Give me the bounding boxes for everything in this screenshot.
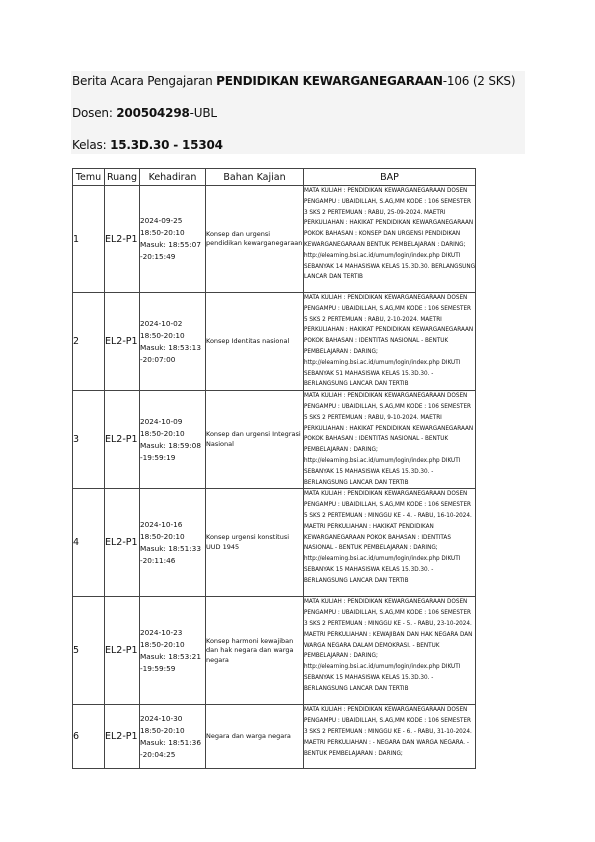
check-in-time: Masuk: 18:55:07	[140, 240, 201, 249]
check-in-time: Masuk: 18:53:21	[140, 651, 201, 661]
lecturer-label: Dosen:	[72, 106, 117, 120]
bap-text	[304, 293, 476, 391]
bap-content: MATA KULIAH : PENDIDIKAN KEWARGANEGARAAN DOSEN PENGAMPU : UBAIDILLAH, S.AG,MM KODE : 106 SEMESTER 3 SKS 2 PERTEMUAN : MINGGU KE - 6. - RABU, 31-10-2024. MAETRI PERKULIAHAN : - NEGARA DAN WARGA NEGARA. - BENTUK PEMBELAJARAN : DARING;	[304, 707, 472, 757]
topic: Negara dan warga negara	[206, 705, 304, 769]
check-out-time: -19:59:19	[140, 452, 176, 462]
class-line	[72, 138, 223, 152]
topic: Konsep urgensi konstitusi UUD 1945	[206, 489, 304, 597]
title-prefix: Berita Acara Pengajaran	[72, 74, 217, 88]
meeting-date: 2024-10-16	[140, 519, 183, 529]
lecturer-suffix: -UBL	[189, 106, 217, 120]
meeting-number: 4	[73, 489, 105, 597]
check-in-time: Masuk: 18:53:13	[140, 342, 201, 352]
attendance	[140, 489, 206, 597]
room: EL2-P1	[105, 597, 140, 705]
attendance	[140, 705, 206, 769]
column-header-bap: BAP	[304, 169, 476, 186]
meeting-time: 18:50-20:10	[140, 531, 185, 541]
meeting-date: 2024-10-09	[140, 416, 183, 426]
check-in-time: Masuk: 18:51:33	[140, 543, 201, 553]
topic: Konsep dan urgensi pendidikan kewarganegaraan	[206, 186, 304, 293]
bap-text	[304, 391, 476, 489]
report-header	[71, 71, 525, 154]
room: EL2-P1	[105, 391, 140, 489]
meeting-number: 5	[73, 597, 105, 705]
table-row	[73, 186, 476, 293]
bap-content: MATA KULIAH : PENDIDIKAN KEWARGANEGARAAN DOSEN PENGAMPU : UBAIDILLAH, S.AG,MM KODE : 106 SEMESTER 5 SKS 2 PERTEMUAN : RABU, 9-10-2024. MAETRI PERKULIAHAN : HAKIKAT PENDIDIKAN KEWARGANEGARAAN POKOK BAHASAN : IDENTITAS NASIONAL - BENTUK PEMBELAJARAN : DARING; http://elearning.bsi.ac.id/umum/login/index.php DIKUTI SEBANYAK 15 MAHASISWA KELAS 15.3D.30. - BERLANGSUNG LANCAR DAN TERTIB	[304, 393, 474, 486]
bap-text	[304, 489, 476, 597]
class-label: Kelas:	[72, 138, 111, 152]
column-header-kehadiran: Kehadiran	[140, 169, 206, 186]
meetings-table	[72, 168, 476, 769]
check-in-time: Masuk: 18:51:36	[140, 737, 201, 747]
meeting-number: 2	[73, 293, 105, 391]
room: EL2-P1	[105, 489, 140, 597]
room: EL2-P1	[105, 705, 140, 769]
report-title	[72, 74, 515, 88]
topic: Konsep dan urgensi Integrasi Nasional	[206, 391, 304, 489]
check-out-time: -20:11:46	[140, 555, 176, 565]
bap-content: MATA KULIAH : PENDIDIKAN KEWARGANEGARAAN DOSEN PENGAMPU : UBAIDILLAH, S.AG,MM KODE : 106 SEMESTER 3 SKS 2 PERTEMUAN : MINGGU KE - 5. - RABU, 23-10-2024. MAETRI PERKULIAHAN : KEWAJIBAN DAN HAK NEGARA DAN WARGA NEGARA DALAM DEMOKRASI. - BENTUK PEMBELAJARAN : DARING; http://elearning.bsi.ac.id/umum/login/index.php DIKUTI SEBANYAK 15 MAHASISWA KELAS 15.3D.30. - BERLANGSUNG LANCAR DAN TERTIB	[304, 599, 473, 692]
attendance	[140, 597, 206, 705]
bap-content: MATA KULIAH : PENDIDIKAN KEWARGANEGARAAN DOSEN PENGAMPU : UBAIDILLAH, S.AG,MM KODE : 106 SEMESTER 3 SKS 2 PERTEMUAN : RABU, 25-09-2024. MAETRI PERKULIAHAN : HAKIKAT PENDIDIKAN KEWARGANEGARAAN POKOK BAHASAN : KONSEP DAN URGENSI PENDIDIKAN KEWARGANEGARAAN BENTUK PEMBELAJARAN : DARING; http://elearning.bsi.ac.id/umum/login/index.php DIKUTI SEBANYAK 14 MAHASISWA KELAS 15.3D.30. BERLANGSUNG LANCAR DAN TERTIB	[304, 188, 475, 281]
topic: Konsep Identitas nasional	[206, 293, 304, 391]
room: EL2-P1	[105, 293, 140, 391]
bap-content: MATA KULIAH : PENDIDIKAN KEWARGANEGARAAN DOSEN PENGAMPU : UBAIDILLAH, S.AG,MM KODE : 106 SEMESTER 5 SKS 2 PERTEMUAN : MINGGU KE - 4. - RABU, 16-10-2024. MAETRI PERKULIAHAN : HAKIKAT PENDIDIKAN KEWARGANEGARAAN POKOK BAHASAN : IDENTITAS NASIONAL - BENTUK PEMBELAJARAN : DARING; http://elearning.bsi.ac.id/umum/login/index.php DIKUTI SEBANYAK 15 MAHASISWA KELAS 15.3D.30. - BERLANGSUNG LANCAR DAN TERTIB	[304, 491, 472, 584]
meeting-time: 18:50-20:10	[140, 639, 185, 649]
meeting-date: 2024-10-30	[140, 713, 183, 723]
bap-text	[304, 597, 476, 705]
lecturer-id: 200504298	[116, 106, 190, 120]
check-out-time: -19:59:59	[140, 663, 176, 673]
check-out-time: -20:04:25	[140, 749, 176, 759]
check-in-time: Masuk: 18:59:08	[140, 440, 201, 450]
check-out-time: -20:15:49	[140, 252, 176, 261]
topic: Konsep harmoni kewajiban dan hak negara dan warga negara	[206, 597, 304, 705]
table-row	[73, 489, 476, 597]
table-header-row	[73, 169, 476, 186]
course-name: PENDIDIKAN KEWARGANEGARAAN	[216, 74, 443, 88]
meeting-date: 2024-10-02	[140, 318, 183, 328]
meeting-time: 18:50-20:10	[140, 228, 185, 237]
bap-content: MATA KULIAH : PENDIDIKAN KEWARGANEGARAAN DOSEN PENGAMPU : UBAIDILLAH, S.AG,MM KODE : 106 SEMESTER 5 SKS 2 PERTEMUAN : RABU, 2-10-2024. MAETRI PERKULIAHAN : HAKIKAT PENDIDIKAN KEWARGANEGARAAN POKOK BAHASAN : IDENTITAS NASIONAL - BENTUK PEMBELAJARAN : DARING; http://elearning.bsi.ac.id/umum/login/index.php DIKUTI SEBANYAK 51 MAHASISWA KELAS 15.3D.30. - BERLANGSUNG LANCAR DAN TERTIB	[304, 295, 474, 388]
class-value: 15.3D.30 - 15304	[110, 138, 223, 152]
column-header-bahan-kajian: Bahan Kajian	[206, 169, 304, 186]
bap-text	[304, 186, 476, 293]
check-out-time: -20:07:00	[140, 354, 176, 364]
meeting-time: 18:50-20:10	[140, 428, 185, 438]
table-row	[73, 391, 476, 489]
column-header-temu: Temu	[73, 169, 105, 186]
meeting-number: 6	[73, 705, 105, 769]
attendance	[140, 293, 206, 391]
lecturer-line	[72, 106, 217, 120]
table-row	[73, 597, 476, 705]
meeting-time: 18:50-20:10	[140, 725, 185, 735]
table-row	[73, 705, 476, 769]
course-suffix: -106 (2 SKS)	[442, 74, 516, 88]
meeting-date: 2024-09-25	[140, 216, 183, 225]
meeting-number: 3	[73, 391, 105, 489]
bap-text	[304, 705, 476, 769]
room: EL2-P1	[105, 186, 140, 293]
table-row	[73, 293, 476, 391]
meeting-time: 18:50-20:10	[140, 330, 185, 340]
attendance	[140, 391, 206, 489]
meeting-number: 1	[73, 186, 105, 293]
meeting-date: 2024-10-23	[140, 627, 183, 637]
column-header-ruang: Ruang	[105, 169, 140, 186]
attendance	[140, 186, 206, 293]
